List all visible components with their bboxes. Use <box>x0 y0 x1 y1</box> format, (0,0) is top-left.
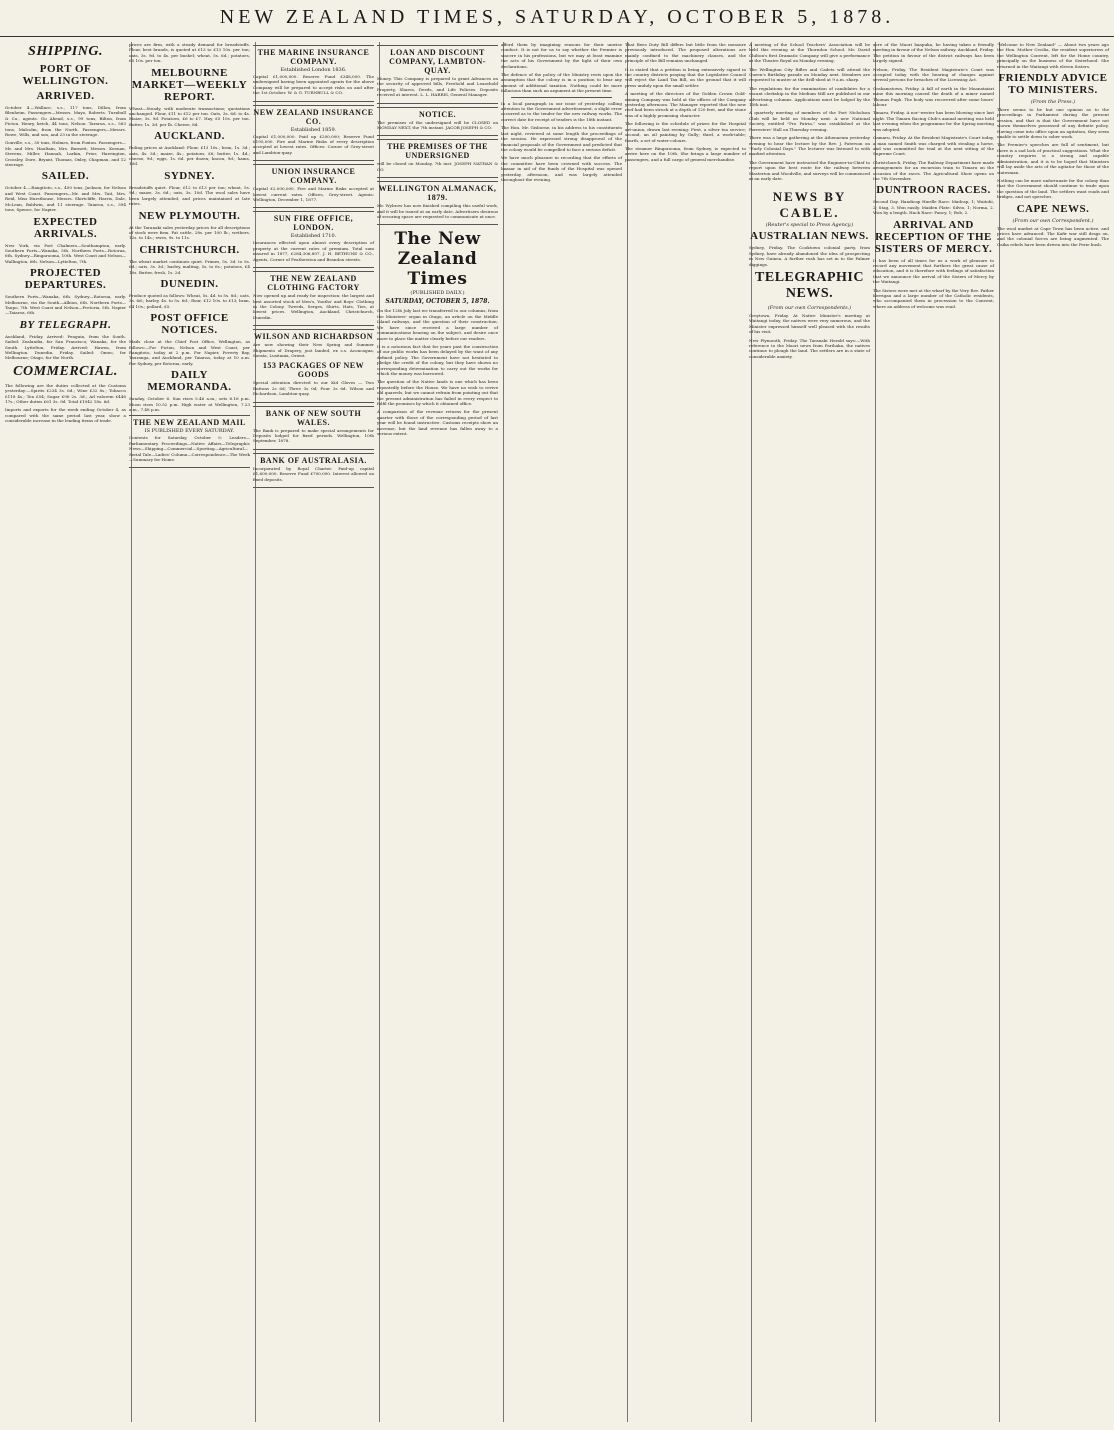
ad-body: The Bank is prepared to make special arrangements for Deposits lodged for fixed periods. Wellington, 10th September, 1878. <box>253 427 374 444</box>
ad-title: THE MARINE INSURANCE COMPANY. <box>257 48 370 66</box>
marine-insurance-ad <box>253 45 374 102</box>
loan-company-ad <box>377 45 498 104</box>
opinion-paragraph: "Welcome to New Zealand" — About two years ago the Hon. Mother Cecilia, the resident superioress of the Wellington Convent, left for the Home country, principally on the business of the Sisterhood. She returned in the Waitangi with eleven Sisters. <box>997 42 1109 69</box>
duntroon-races-heading: DUNTROON RACES. <box>876 184 991 197</box>
ad-body: Mr. Wybrow has now finished compiling this useful work, and it will be issued at an early date. Advertisers desirous of securing space are requested to communicate at once. <box>377 203 498 220</box>
sun-fire-office-ad <box>253 211 374 268</box>
local-paragraph: There was a large gathering at the Athenaeum yesterday evening to hear the lecture by the Rev. J. Paterson on "Early Colonial Days." The lecturer was listened to with marked attention. <box>749 135 870 157</box>
shipping-paragraph: New York, via Port Chalmers—Southampton, early. Southern Ports—Wanaka, 5th. Northern Ports—Rotorua, 6th. Sydney—Ringarooma, 10th. West Coast and Nelson—Wallington, 6th. Nelson—Lyttelton, 7th. <box>5 242 126 264</box>
expected-label: EXPECTED ARRIVALS. <box>33 215 98 240</box>
column-2-markets <box>124 42 256 1422</box>
editorial-paragraph: A comparison of the revenue returns for the present quarter with those of the corresponding period of last year will be found instructive. Customs receipts show an increase, but the land revenue has fallen away to a serious extent. <box>377 409 498 436</box>
ad-body: Now opened up and ready for inspection: the largest and best assorted stock of Men's, Youths' and Boys' Clothing in the Colony. Tweeds, Serges, Shirts, Hats, Ties, at lowest prices. Wellington, Auckland, Christchurch, Dunedin. <box>253 293 374 320</box>
dunedin-heading: DUNEDIN. <box>160 277 219 290</box>
nz-insurance-ad <box>253 105 374 162</box>
local-paragraph: The following is the schedule of prizes for the Hospital art-union, drawn last evening: First, a silver tea service; second, an oil painting by Gully; third, a work-table; fourth, a set of water-colours. <box>625 121 746 143</box>
local-paragraph: It is stated that a petition is being extensively signed in the country districts praying that the Legislative Council will reject the Land Tax Bill, on the ground that it will press unduly upon the small settler. <box>625 66 746 88</box>
local-paragraph: The Government have instructed the Engineer-in-Chief to report upon the best route for the railway between Masterton and Woodville, and surveys will be commenced at an early date. <box>749 159 870 181</box>
friendly-advice-heading: FRIENDLY ADVICE TO MINISTERS. <box>998 72 1108 97</box>
telegraph-paragraph: Oamaru, Friday. At the Resident Magistrate's Court today, a man named Smith was charged with stealing a horse, and was committed for trial at the next sitting of the Supreme Court. <box>873 135 994 157</box>
ad-body: Capital £1,000,000. Reserve Fund £348,000. The undersigned having been appointed agents for the above Company will be prepared to accept risks on and after the 1st October. W. & G. TURNBULL & CO. <box>253 74 374 96</box>
editorial-dateline: SATURDAY, OCTOBER 5, 1878. <box>385 298 490 306</box>
port-heading: PORT OF WELLINGTON. <box>22 63 109 87</box>
telegraph-paragraph: Grahamstown, Friday. A fall of earth in the Moanataiari mine this morning caused the death of a miner named Thomas Pugh. The body was recovered after some hours' labour. <box>873 85 994 108</box>
editorial-paragraph: In a local paragraph in our issue of yesterday, calling attention to the Government advertisement, a slight error occurred as to the tender for the new railway works. The correct date for receipt of tenders is the 18th instant. <box>501 100 622 122</box>
auckland-heading: AUCKLAND. <box>154 130 225 143</box>
telegraph-paragraph: New Plymouth, Friday. The Taranaki Herald says:—With reference to the Maori news from Parihaka, the natives continue to plough the land. The settlers are in a state of considerable anxiety. <box>749 337 870 359</box>
mail-subtitle: IS PUBLISHED EVERY SATURDAY. <box>144 428 235 435</box>
market-paragraph: At the Taranaki sales yesterday prices for all descriptions of stock were firm. Fat cattle, 28s. per 100 lb.; wethers, 12s. to 14s.; ewes, 9s. to 11s. <box>129 224 250 241</box>
cape-paragraph: The wool market at Cape Town has been active, and prices have advanced. The Kafir war still drags on, and the colonial forces are being augmented. The Gaika rebels have been driven into the Perie bush. <box>997 225 1109 247</box>
news-by-cable-heading: NEWS BY CABLE. <box>772 189 847 221</box>
mercy-paragraph: It has been of all times for us a work of pleasure to record any movement that furthers the great cause of education, and it is therefore with feelings of satisfaction that we announce the arrival of the Sisters of Mercy by the Waitangi. <box>873 257 994 285</box>
cape-news-source: (From our own Correspondent.) <box>1012 217 1094 224</box>
union-insurance-ad <box>253 164 374 208</box>
bank-australasia-ad <box>253 453 374 488</box>
local-paragraph: The Wellington City Rifles and Cadets will attend the Queen's Birthday parade on Monday next. Members are requested to muster at the drill-shed at 9 a.m. sharp. <box>749 66 870 83</box>
daily-memoranda-heading: DAILY MEMORANDA. <box>147 369 232 394</box>
mail-advertisement <box>129 415 250 468</box>
shipping-paragraph: Auckland, Friday. Arrived: Penguin, from the South. Sailed: Zealandia, for San Francisco; Wanaka, for the South. Lyttelton, Friday. Arrived: Hawea, from Wellington. Dunedin, Friday. Sailed: Omeo, for Melbourne; Otago, for the North. <box>5 333 126 361</box>
telegraph-paragraph: Greytown, Friday. At Native Minister's meeting at Waitangi today, the natives were very numerous, and the Minister expressed himself well pleased with the results of his visit. <box>749 312 870 335</box>
commercial-paragraph: The following are the duties collected at the Customs yesterday:—Spirits £234 3s. 6d.; Wine £32 8s.; Tobacco £118 4s.; Tea £54; Sugar £96 2s. 3d.; Ad valorem £446 17s.; Other duties £61 3s. 9d. Total £1042 18s. 6d. <box>5 382 126 404</box>
market-paragraph: Produce quoted as follows: Wheat, 5s. 4d. to 5s. 8d.; oats, 3s. 6d.; barley, 4s. to 5s. 6d.; flour, £12 10s. to £13; bran, £4 10s.; pollard, £5. <box>129 292 250 309</box>
column-5-editorial <box>496 42 628 1422</box>
editorial-paragraph: The question of the Native lands is one which has been repeatedly before the House. We have no wish to revive old quarrels, but we cannot refrain from pointing out that the present administration has failed in every respect to fulfil the promises by which it obtained office. <box>377 379 498 406</box>
ad-title: WILSON AND RICHARDSON <box>254 332 373 342</box>
market-paragraph: The wheat market continues quiet. Primes, 5s. 3d. to 5s. 6d.; oats, 3s. 3d.; barley, malting, 5s. to 6s.; potatoes, £4 10s. Butter, fresh, 1s. 2d. <box>129 258 250 275</box>
editorial-masthead: The New Zealand Times <box>394 229 481 290</box>
opinion-paragraph: Nothing can be more unfortunate for the colony than that the Government should continue to trade upon the question of the land. The settlers want roads and bridges, and not speeches. <box>997 177 1109 200</box>
ad-body: Incorporated by Royal Charter. Paid-up capital £1,600,000. Reserve Fund £700,000. Interest allowed on fixed deposits. <box>253 465 374 482</box>
ad-title: LOAN AND DISCOUNT COMPANY, LAMBTON-QUAY. <box>389 48 486 75</box>
ad-title: BANK OF AUSTRALASIA. <box>260 455 367 465</box>
local-paragraph: That Bees Duty Bill differs but little from the measure previously introduced. The proposed alterations are mainly confined to the machinery clauses, and the principle of the Bill remains unchanged. <box>625 42 746 64</box>
ad-body: Money. This Company is prepared to grant Advances on the security of approved bills, Freehold and Leasehold Property, Shares, Deeds, and Life Policies. Deposits received at interest. L. L. HARRIS, General Manager. <box>377 76 498 98</box>
telegraphic-subheading: (From our own Correspondents.) <box>767 304 852 311</box>
telegraph-paragraph: Nelson, Friday. The Resident Magistrate's Court was occupied today with the hearing of charges against several persons for breaches of the Licensing Act. <box>873 66 994 83</box>
column-6-local <box>620 42 752 1422</box>
opinion-paragraph: The Premier's speeches are full of sentiment, but there is a sad lack of practical suggestions. What the country requires is a strong and capable administration, and it is to be hoped that Ministers will lay aside the arts of the agitator for those of the statesman. <box>997 142 1109 175</box>
telegraph-paragraph: Christchurch, Friday. The Railway Department have made arrangements for an excursion train to Timaru on the occasion of the races. The Agricultural Show opens on the 7th November. <box>873 159 994 181</box>
telegraphic-news-heading: TELEGRAPHIC NEWS. <box>755 269 864 301</box>
telegraph-paragraph: acre of the Maori haapuka, he having taken a friendly meeting in favour of the Nelson railway. Auckland, Friday. The petition in favour of the district railways has been largely signed. <box>873 42 994 64</box>
local-paragraph: The regulations for the examination of candidates for a vacant clerkship in the Medium Mill are published in our advertising columns. Applications must be lodged by the 15th inst. <box>749 85 870 108</box>
notice-ad <box>377 107 498 137</box>
commercial-heading: COMMERCIAL. <box>13 363 118 379</box>
australian-news-heading: AUSTRALIAN NEWS. <box>750 230 869 243</box>
column-9-opinion <box>992 42 1114 1422</box>
ad-title: BANK OF NEW SOUTH WALES. <box>265 408 362 427</box>
sydney-heading: SYDNEY. <box>164 169 215 182</box>
ad-subtitle: Established 1710. <box>290 233 337 240</box>
clothing-factory-ad <box>253 271 374 326</box>
projected-label: PROJECTED DEPARTURES. <box>24 267 107 292</box>
column-3-advertisements <box>248 42 380 1422</box>
local-paragraph: A meeting of the directors of the Golden Crown Gold-mining Company was held at the offices of the Company yesterday afternoon. The Manager reported that the new reef had been struck at a depth of 120 feet, and the stone was of a highly promising character. <box>625 91 746 118</box>
memoranda-paragraph: Sunday, October 6. Sun rises 5.46 a.m.; sets 6.16 p.m. Moon rises 10.52 p.m. High water at Wellington, 7.23 a.m., 7.48 p.m. <box>129 396 250 412</box>
local-paragraph: A meeting of the School Teachers' Association will be held this evening at the Thorndon School. Mr. David Chilton's first Dramatic Company will give a performance at the Theatre Royal on Monday evening. <box>749 42 870 64</box>
editorial-paragraph: afford them by imagining reasons for their unwise conduct. It is not for us to say whether the Premier is sincere in his professions, but we may at least examine the acts of his Government by the light of their own declarations. <box>501 42 622 69</box>
shipping-paragraph: Gonville, s.s., 30 tons, Holmes, from Foxton. Passengers—Mr. and Mrs. Haultain, Mrs. Burnett, Messrs. Keenan, Stevens, Miller, Hannah, Larkin, Prior, Harrington, Crossley, Dore, Bryant, Thomas, Oxley, Chapman, and 12 steerage. <box>5 140 126 168</box>
sailed-label: SAILED. <box>41 170 90 183</box>
ad-title: THE NEW ZEALAND CLOTHING FACTORY <box>267 274 360 293</box>
melbourne-heading: MELBOURNE MARKET—WEEKLY REPORT. <box>131 66 248 103</box>
editorial-paragraph: The defence of the policy of the Ministry rests upon the assumption that the colony is in a position to bear any amount of additional taxation. Nothing could be more fallacious than such an argument at the present time. <box>501 72 622 94</box>
mercy-paragraph: The Sisters were met at the wharf by the Very Rev. Father Kerrigan and a large number of the Catholic residents, who accompanied them in procession to the Convent, where an address of welcome was read. <box>873 287 994 309</box>
shipping-paragraph: October 4.—Wallace, s.s., 117 tons, Dillon, from Blenheim. Passengers—Messrs. Mayo, Roberts. Turnbull & Co., agents. Go Ahead, s.s., 99 tons, Bilton, from Picton. Henry, ketch, 44 tons, Nelson. Tararoa, s.s., 563 tons, Malcolm, from the North. Passengers—Messrs. Rowe, Wills, and son, and 23 in the steerage. <box>5 105 126 138</box>
ad-title: 153 PACKAGES OF NEW GOODS <box>262 361 365 380</box>
ad-subtitle: Established 1859. <box>290 126 337 133</box>
market-paragraph: Ruling prices at Auckland: Flour, £13 10s.; bran, 1s. 3d.; oats, 4s. 3d.; maize, 4s.; potatoes, £6; butter, 1s. 4d.; cheese, 9d.; eggs, 1s. 6d. per dozen; bacon, 9d.; hams, 10d. <box>129 145 250 167</box>
ad-title: WELLINGTON ALMANACK, 1879. <box>378 184 497 203</box>
shipping-paragraph: Southern Ports—Wanaka, 6th. Sydney—Rotorua, early. Melbourne, via the South—Albion, 6th. Northern Ports—Taupo, 7th. West Coast and Nelson—Pretoria, 5th. Napier—Taiaroa, 6th. <box>5 294 126 316</box>
telegraph-heading: BY TELEGRAPH. <box>19 318 112 331</box>
shipping-heading: SHIPPING. <box>28 44 103 59</box>
cape-news-heading: CAPE NEWS. <box>1016 202 1090 215</box>
ad-body: The premises of the undersigned will be CLOSED on MONDAY NEXT, the 7th instant. JACOB JOSEPH & CO. <box>377 119 498 131</box>
cable-paragraph: Sydney, Friday. The Cooktown colonial party, from Sydney, have already abandoned the idea of prospecting in New Guinea. A further rush has set in to the Palmer diggings. <box>749 245 870 267</box>
cable-subheading: (Reuter's special to Press Agency.) <box>765 222 854 229</box>
local-paragraph: A quarterly meeting of members of the Port Nicholson Club will be held on Monday next. A new National Society, entitled "Pro Patria," was established at the Forresters' Hall on Thursday evening. <box>749 110 870 132</box>
ad-title: NEW ZEALAND INSURANCE CO. <box>253 107 374 126</box>
mail-contents: Contents for Saturday, October 5: Leaders—Parliamentary Proceedings—Native Affairs—Telegraphic News—Shipping—Commercial—Sporting—Agricultural—Serial Tale—Ladies' Column—Correspondence—The Week—Summary for Home. <box>129 435 250 463</box>
editorial-paragraph: We have much pleasure in recording that the efforts of the committee have been crowned with success. The bazaar in aid of the funds of the Hospital was opened yesterday afternoon, and was largely attended throughout the evening. <box>501 155 622 182</box>
ad-body: Capital £1,000,000. Paid up £200,000; Reserve Fund £195,000. Fire and Marine Risks of every description accepted at lowest rates. Offices: Corner of Grey-street and Lambton-quay. <box>253 133 374 155</box>
editorial-paragraph: The Hon. Mr. Gisborne, in his address to his constituents last night, reviewed at some length the proceedings of the session. He expressed strong disapproval of the financial proposals of the Government and predicted that the colony would be compelled to face a serious deficit. <box>501 125 622 152</box>
ad-body: Special attention directed to our Kid Gloves — Two Buttons 2s 6d; Three 3s 0d; Four 3s 6d. Wilson and Richardson, Lambton-quay. <box>253 380 374 397</box>
ad-subtitle: Established London 1836. <box>280 67 347 73</box>
sisters-of-mercy-heading: ARRIVAL AND RECEPTION OF THE SISTERS OF MERCY. <box>874 218 993 255</box>
ad-body: will be closed on Monday, 7th inst. JOSEPH NATHAN & CO. <box>377 161 498 172</box>
editorial-masthead-sub: (PUBLISHED DAILY.) <box>410 290 465 297</box>
shipping-paragraph: October 4.—Rangitoto, s.s., 450 tons, Jackson, for Nelson and West Coast. Passengers—Mr. and Mrs. Tait, Mrs. Reid, Miss Hursthouse, Messrs. Shirtcliffe, Harris, Dale, McLean, Baldwin, and 11 steerage. Taiaroa, s.s., 394 tons, Spence, for Napier. <box>5 185 126 213</box>
column-8-telegraph <box>868 42 1000 1422</box>
divider <box>511 97 612 98</box>
mail-title: THE NEW ZEALAND MAIL <box>133 418 246 428</box>
column-1-shipping <box>0 42 132 1422</box>
market-paragraph: prices are firm, with a steady demand for breadstuffs. Flour, best brands, is quoted at £13 to £13 10s. per ton; oats, 3s. 9d. to 4s. per bushel; wheat, 5s. 6d.; potatoes, £5 10s. per ton. <box>129 42 250 64</box>
wilson-richardson-ad <box>253 329 374 402</box>
ad-body: Capital £2,000,000. Fire and Marine Risks accepted at lowest current rates. Offices, Grey-street. Agents: Wellington, December 1, 1877. <box>253 186 374 203</box>
arrived-label: ARRIVED. <box>36 90 95 102</box>
opinion-paragraph: There seems to be but one opinion as to the proceedings in Parliament during the present session, and that is that the Government have not shown themselves possessed of any definite policy. Having come into office upon an agitation, they seem unable to settle down to sober work. <box>997 107 1109 140</box>
market-paragraph: Breadstuffs quiet. Flour, £12 to £13 per ton; wheat, 5s. 9d.; maize, 3s. 6d.; oats, 3s. 10d. The wool sales have been largely attended, and prices maintained at late rates. <box>129 184 250 207</box>
editorial-paragraph: On the 12th July last we transferred to our columns, from the Ministers' organ in Otago, an article on the Middle Island railways, and the question of their construction. We have since received a large number of communications bearing on the subject, and desire once more to place the matter clearly before our readers. <box>377 308 498 341</box>
ad-body: Insurances effected upon almost every description of property at the current rates of premium. Total sum insured in 1877, £284,306,897. J. H. BETHUNE & CO., Agents, Corner of Featherston and Brandon streets. <box>253 240 374 262</box>
masthead-title: NEW ZEALAND TIMES, SATURDAY, OCTOBER 5, 1878. <box>219 6 895 28</box>
races-paragraph: Second Day. Handicap Hurdle Race: Madcap, 1; Waitohi, 2; Stag, 3. Won easily. Maiden Plate: Silvio, 1; Norma, 2. Won by a length. Hack Race: Fancy, 1; Bob, 2. <box>873 199 994 216</box>
market-paragraph: Wheat—Steady, with moderate transactions; quotations unchanged. Flour, £11 to £12 per ton. Oats, 3s. 6d. to 4s. Maize, 3s. 9d. Potatoes, £6 to £7. Hay, £5 10s. per ton. Butter, 1s. 3d. per lb. Cheese, 8d. <box>129 105 250 127</box>
new-plymouth-heading: NEW PLYMOUTH. <box>138 209 241 222</box>
friendly-advice-source: (From the Press.) <box>1030 99 1076 106</box>
ad-title: UNION INSURANCE COMPANY. <box>271 167 356 186</box>
ad-body: Are now showing their New Spring and Summer Shipments of Drapery, just landed, ex s.s. Aconcagua, Sorata, Lusitania, Orient. <box>253 342 374 358</box>
ad-title: NOTICE. <box>418 109 457 119</box>
almanack-ad <box>377 181 498 225</box>
column-7-local <box>744 42 876 1422</box>
post-office-paragraph: Mails close at the Chief Post Office, Wellington, as follows:—For Picton, Nelson and West Coast, per Rangitoto, today at 2 p.m. For Napier, Poverty Bay, Tauranga, and Auckland, per Taiaroa, today at 10 a.m. For Sydney, per Rotorua, early. <box>129 339 250 366</box>
post-office-heading: POST OFFICE NOTICES. <box>150 312 229 337</box>
telegraph-paragraph: Timaru, Friday. A nor'-wester has been blowing since last night. The Timaru Racing Club's annual meeting was held last evening when the programme for the Spring meeting was adopted. <box>873 110 994 132</box>
local-paragraph: The steamer Ringarooma, from Sydney, is expected to arrive here on the 10th. She brings a large number of passengers, and a full cargo of general merchandise. <box>625 145 746 162</box>
ad-title: THE PREMISES OF THE UNDERSIGNED <box>387 142 488 161</box>
ad-title: SUN FIRE OFFICE, LONDON. <box>273 214 354 233</box>
column-4-editorial <box>372 42 504 1422</box>
christchurch-heading: CHRISTCHURCH. <box>139 243 240 256</box>
editorial-paragraph: It is a notorious fact that for years past the construction of our public works has been delayed by the want of any defined policy. The Government have not hesitated to pledge the credit of the colony, but they have shown no corresponding determination to carry out the works for which the money was borrowed. <box>377 343 498 376</box>
commercial-paragraph: Imports and exports for the week ending October 4, as compared with the same period last year, show a considerable increase in the leading items of trade. <box>5 407 126 424</box>
premises-notice-ad <box>377 139 498 178</box>
bank-nsw-ad <box>253 406 374 450</box>
masthead <box>0 6 1114 37</box>
